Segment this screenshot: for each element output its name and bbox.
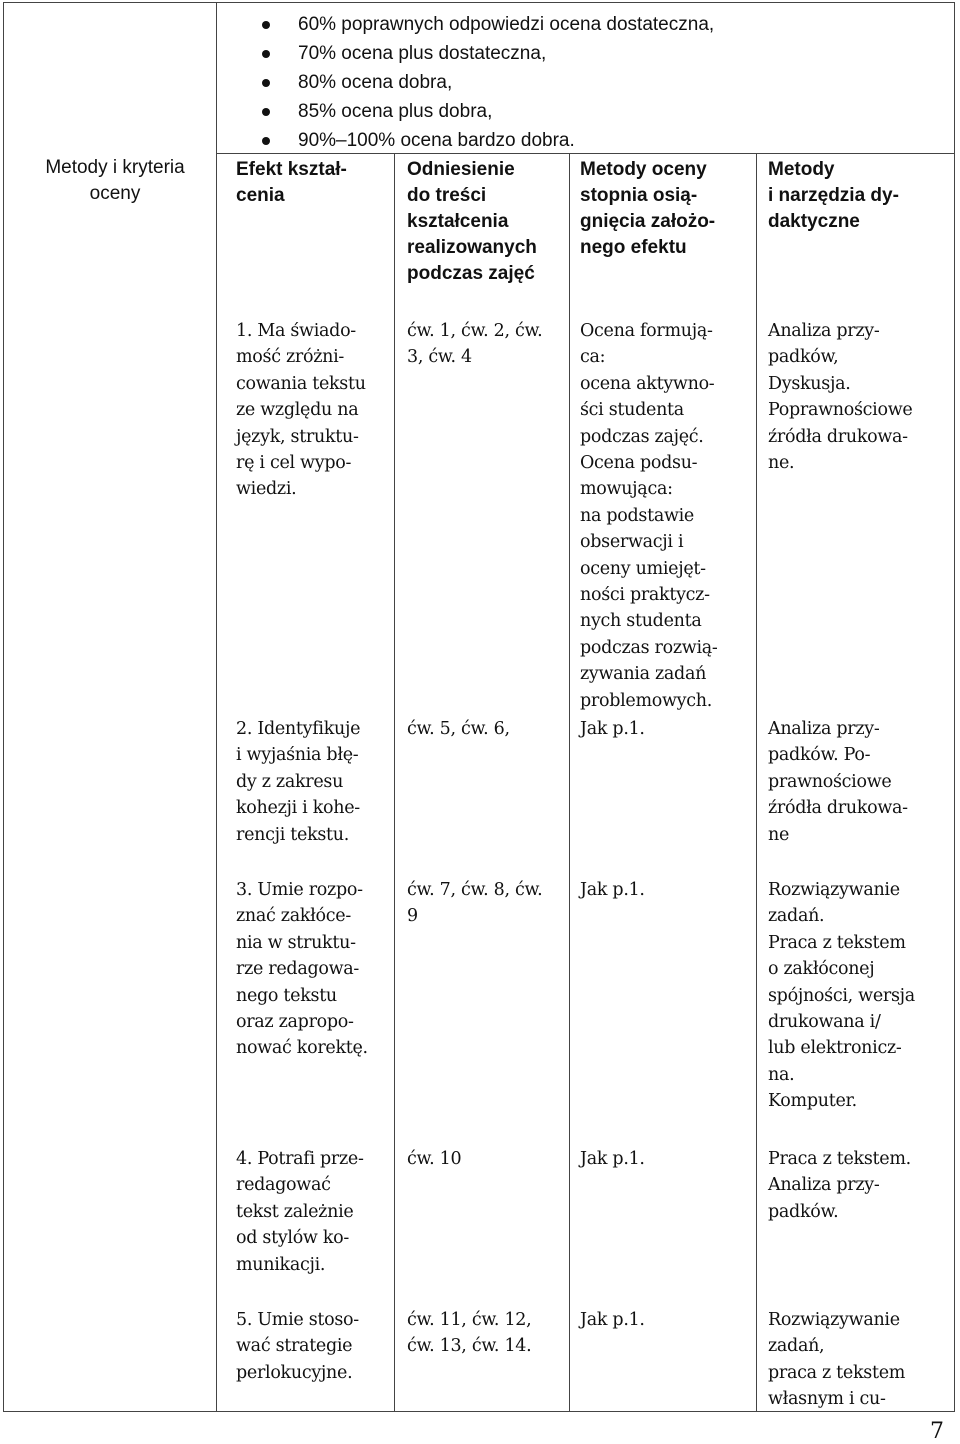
effect-cell: 3. Umie rozpo- znać zakłóce- nia w struktu- rze redagowa- nego tekstu oraz zapropo- nować korektę.: [236, 880, 368, 1059]
tools-cell: Rozwiązywanie zadań, praca z tekstem własnym i cu-: [768, 1310, 906, 1410]
page-number: 7: [930, 1419, 944, 1444]
content-cell: ćw. 10: [407, 1149, 462, 1169]
content-cell: ćw. 1, ćw. 2, ćw. 3, ćw. 4: [407, 321, 543, 368]
grading-criteria-list: [256, 10, 714, 155]
row-label: Metody i kryteria oceny: [45, 157, 185, 204]
tools-cell: Praca z tekstem. Analiza przy- padków.: [768, 1149, 911, 1222]
column-divider: [216, 2, 217, 1412]
header-content-reference: Odniesienie do treści kształcenia realizowanych podczas zajęć: [407, 159, 537, 284]
assessment-cell: Ocena formują- ca: ocena aktywno- ści studenta podczas zajęć. Ocena podsu- mowująca: na podstawie obserwacji i oceny umiejęt- ności praktycz- nych studenta podczas rozwią- zywania zadań problemowych.: [580, 321, 718, 711]
effect-cell: 5. Umie stoso- wać strategie perlokucyjne.: [236, 1310, 359, 1383]
header-effect: Efekt kształ- cenia: [236, 159, 347, 206]
header-assessment-methods: Metody oceny stopnia osią- gnięcia założo- nego efektu: [580, 159, 716, 258]
effect-cell: 1. Ma świado- mość zróżni- cowania tekstu ze względu na język, struktu- rę i cel wypo- wiedzi.: [236, 321, 366, 500]
content-cell: ćw. 5, ćw. 6,: [407, 719, 510, 739]
column-divider: [569, 153, 570, 1412]
list-item: 85% ocena plus dobra,: [256, 97, 714, 126]
column-divider: [394, 153, 395, 1412]
list-item: 60% poprawnych odpowiedzi ocena dostateczna,: [256, 10, 714, 39]
effect-cell: 2. Identyfikuje i wyjaśnia błę- dy z zakresu kohezji i kohe- rencji tekstu.: [236, 719, 361, 845]
list-item: 90%–100% ocena bardzo dobra.: [256, 126, 714, 155]
header-teaching-tools: Metody i narzędzia dy- daktyczne: [768, 159, 899, 232]
effect-cell: 4. Potrafi prze- redagować tekst zależnie od stylów ko- munikacji.: [236, 1149, 364, 1275]
column-divider: [756, 153, 757, 1412]
assessment-cell: Jak p.1.: [580, 1310, 645, 1330]
content-cell: ćw. 7, ćw. 8, ćw. 9: [407, 880, 543, 927]
list-item: 70% ocena plus dostateczna,: [256, 39, 714, 68]
assessment-cell: Jak p.1.: [580, 719, 645, 739]
assessment-cell: Jak p.1.: [580, 1149, 645, 1169]
assessment-cell: Jak p.1.: [580, 880, 645, 900]
content-cell: ćw. 11, ćw. 12, ćw. 13, ćw. 14.: [407, 1310, 532, 1357]
list-item: 80% ocena dobra,: [256, 68, 714, 97]
tools-cell: Analiza przy- padków. Po- prawnościowe źródła drukowa- ne: [768, 719, 908, 845]
tools-cell: Analiza przy- padków, Dyskusja. Poprawnościowe źródła drukowa- ne.: [768, 321, 913, 474]
tools-cell: Rozwiązywanie zadań. Praca z tekstem o zakłóconej spójności, wersja drukowana i/ lub elektronicz- na. Komputer.: [768, 880, 915, 1112]
